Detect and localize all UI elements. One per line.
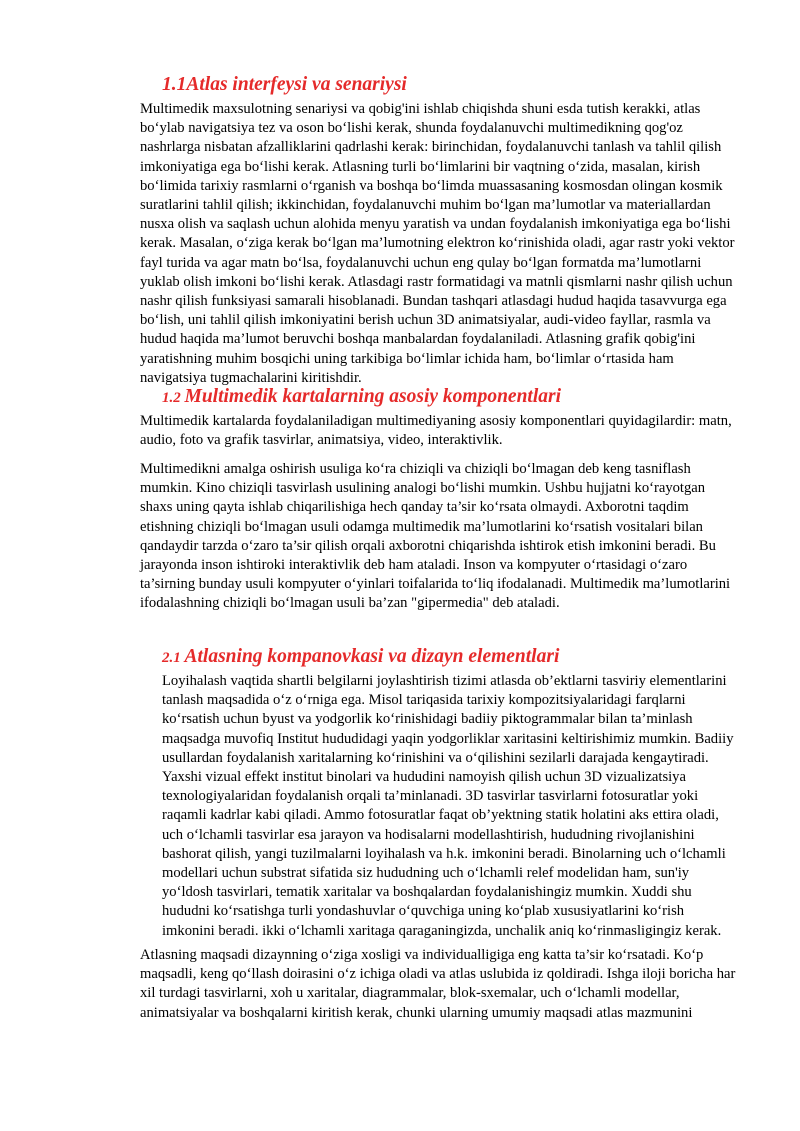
section-1-2-paragraph-body: Multimedikni amalga oshirish usuliga ko‘ra chiziqli va chiziqli bo‘lmagan deb keng tasniflash mumkin. Kino chiziqli tasvirlash usulining analogi bo‘lishi mumkin. Ushbu hujjatni ko‘rayotgan shaxs uning qayta ishlab chiqarilishiga hech qanday ta’sir ko‘rsata olmaydi. Axborotni taqdim etishning chiziqli bo‘lmagan usuli odamga multimedik ma’lumotlarini ko‘rsatish vositalari bilan qandaydir tarzda o‘zaro ta’sir qilish orqali axborotni chiqarishda ishtirok etish imkonini beradi. Bu jarayonda inson ishtiroki interaktivlik deb ham ataladi. Inson va kompyuter o‘rtasidagi o‘zaro ta’sirning bunday usuli kompyuter o‘yinlari toifalarida to‘liq ifodalanadi. Multimedik ma’lumotlarini ifodalashning chiziqli bo‘lmagan usuli ba’zan "gipermedia" deb ataladi. (140, 461, 731, 612)
section-1-1-paragraph: Multimedik maxsulotning senariysi va qobig'ini ishlab chiqishda shuni esda tutish kerakki, atlas bo‘ylab navigatsiya tez va oson bo‘lishi kerak, shunda foydalanuvchi multimedikning qog'oz nashrlarga nisbatan afzalliklarini qadrlashi kerak: birinchidan, foydalanuvchi tanlash va tahlil qilish imkoniyatiga ega bo‘lishi kerak. Atlasning turli bo‘limlarini bir vaqtning o‘zida, masalan, kirish bo‘limida tarixiy rasmlarni o‘rganish va boshqa bo‘limda muassasaning kosmosdan olingan kosmik suratlarini tahlil qilish; ikkinchidan, foydalanuvchi muhim bo‘lgan ma’lumotlar va materiallardan nusxa olish va saqlash uchun alohida menyu yaratish va undan foydalanish imkoniyatiga ega bo‘lishi kerak. Masalan, o‘ziga kerak bo‘lgan ma’lumotning elektron ko‘rinishida oladi, agar rastr yoki vektor fayl turida va agar matn bo‘lsa, foydalanuvchi uchun eng qulay bo‘lgan formatda ma’lumotlarni yuklab olish imkoni bo‘lishi kerak. Atlasdagi rastr formatidagi va matnli qismlarni nashr qilish uchun nashr qilish funksiyasi samarali hisoblanadi. Bundan tashqari atlasdagi hudud haqida tasavvurga ega bo‘lish, uni tahlil qilish imkoniyatini berish uchun 3D animatsiyalar, audi-video fayllar, rasmla va hudud haqida ma’lumot beruvchi boshqa manbalardan foydalaniladi. Atlasning grafik qobig'ini yaratishning muhim bosqichi uning tarkibiga bo‘limlar ichida ham, bo‘limlar o‘rtasida ham navigatsiya tugmachalarini kiritishdir. (140, 101, 735, 386)
section-heading-1-2-text: Multimedik kartalarning asosiy komponentlari (184, 386, 562, 407)
section-heading-2-1-text: Atlasning kompanovkasi va dizayn elementlari (184, 646, 560, 667)
section-2-1-paragraph-full: Atlasning maqsadi dizaynning o‘ziga xosligi va individualligiga eng katta ta’sir ko‘rsatadi. Ko‘p maqsadli, keng qo‘llash doirasini o‘z ichiga oladi va atlas uslubida iz qoldiradi. Ishga iloji boricha har xil turdagi tasvirlarni, xoh u xaritalar, diagrammalar, blok-sxemalar, uch o‘lchamli modellar, animatsiyalar va boshqalarni kiritish kerak, chunki ularning umumiy maqsadi atlas mazmunini (140, 947, 736, 1021)
section-heading-2-1 (162, 646, 559, 668)
section-1-2-paragraph-intro: Multimedik kartalarda foydalaniladigan multimediyaning asosiy komponentlari quyidagilardir: matn, audio, foto va grafik tasvirlar, animatsiya, video, interaktivlik. (140, 413, 732, 449)
section-heading-1-2 (162, 386, 561, 408)
section-heading-1-1: 1.1Atlas interfeysi va senariysi (162, 74, 407, 95)
section-heading-1-2-number: 1.2 (162, 390, 185, 406)
section-2-1-paragraph-indented: Loyihalash vaqtida shartli belgilarni joylashtirish tizimi atlasda ob’ektlarni tasviriy elementlarini tanlash maqsadida o‘z o‘rniga ega. Misol tariqasida tarixiy kompozitsiyalaridagi farqlarni ko‘rsatish uchun byust va yodgorlik ko‘rinishidagi badiiy piktogrammalar bilan ta’minlash maqsadga muvofiq Institut hududidagi yaqin yodgorliklar xaritasini keltirishimiz mumkin. Badiiy usullardan foydalanish xaritalarning ko‘rinishini va o‘qilishini sezilarli darajada kengaytiradi. Yaxshi vizual effekt institut binolari va hududini namoyish qilish uchun 3D vizualizatsiya texnologiyalaridan foydalanish orqali ta’minlanadi. 3D tasvirlar tasvirlarni fotosuratlar yoki raqamli kadrlar kabi qiladi. Ammo fotosuratlar faqat ob’yektning statik holatini aks ettira oladi, uch o‘lchamli tasvirlar esa jarayon va hodisalarni modellashtirish, hududning rivojlanishini bashorat qilish, yangi tuzilmalarni loyihalash va h.k. imkonini beradi. Binolarning uch o‘lchamli modellari uchun substrat sifatida siz hududning uch o‘lchamli relef modelidan ham, sun'iy yo‘ldosh tasvirlari, tematik xaritalar va boshqalardan foydalanishingiz mumkin. Xuddi shu hududni ko‘rsatishga turli yondashuvlar o‘quvchiga uning ko‘plab xususiyatlarini ko‘rish imkonini beradi. ikki o‘lchamli xaritaga qaraganingizda, unchalik aniq ko‘rinmasligingiz kerak. (162, 673, 734, 939)
section-heading-2-1-number: 2.1 (162, 650, 185, 666)
